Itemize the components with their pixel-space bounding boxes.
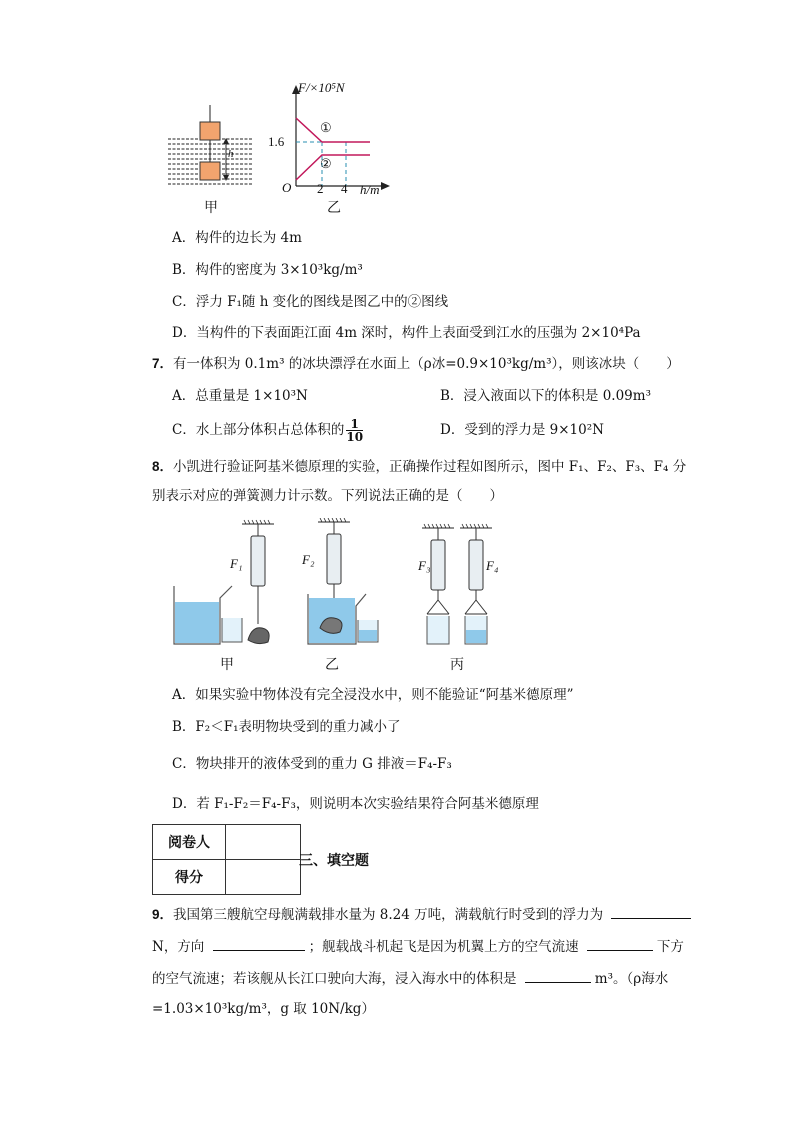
q9-line2-c: 下方 [656, 939, 684, 955]
figure-q6 [160, 80, 400, 220]
q8-stem-line1 [152, 458, 686, 476]
q6-option-b: B．构件的密度为 3×10³kg/m³ [172, 262, 363, 278]
q8-option-c: C．物块排开的液体受到的重力 G 排液＝F₄-F₃ [172, 756, 452, 772]
f4-label: F₄ [486, 558, 499, 573]
q9-line2-a: N，方向 [152, 939, 205, 955]
origin-label: O [282, 180, 292, 195]
q9-number: 9． [152, 907, 174, 922]
q6-option-c: C．浮力 F₁随 h 变化的图线是图乙中的②图线 [172, 294, 449, 310]
q7-option-c-text: C．水上部分体积占总体积的 [172, 422, 345, 438]
f1-label: F₁ [230, 556, 243, 571]
jia-caption: 甲 [204, 201, 218, 216]
x-tick-2-label: 2 [317, 181, 324, 196]
f3-label: F₃ [418, 558, 431, 573]
q9-line3 [152, 968, 668, 988]
q7-option-b: B．浸入液面以下的体积是 0.09m³ [440, 388, 651, 404]
q8-yi-caption: 乙 [325, 658, 339, 673]
q7-option-c [172, 414, 363, 446]
axis-y-label: F/×10⁵N [298, 80, 345, 95]
score-label: 得分 [153, 860, 226, 895]
yi-caption: 乙 [327, 201, 341, 216]
q7-option-a: A．总重量是 1×10³N [172, 388, 308, 404]
q9-line3-a: 的空气流速；若该舰从长江口驶向大海，浸入海水中的体积是 [152, 971, 517, 987]
q7-option-d: D．受到的浮力是 9×10²N [440, 422, 604, 438]
q8-stem-line2: 别表示对应的弹簧测力计示数。下列说法正确的是（ ） [152, 488, 503, 504]
q8-option-a: A．如果实验中物体没有完全浸没水中，则不能验证“阿基米德原理” [172, 687, 574, 703]
q9-blank-1[interactable] [611, 904, 691, 919]
score-field[interactable] [226, 860, 301, 895]
q8-number: 8． [152, 459, 174, 474]
figure-q8 [170, 518, 510, 673]
q7-stem [152, 355, 680, 373]
figure-q8-svg [170, 518, 510, 673]
q6-option-d: D．当构件的下表面距江面 4m 深时，构件上表面受到江水的压强为 2×10⁴Pa [172, 325, 641, 341]
q9-blank-3[interactable] [587, 936, 653, 951]
axis-x-label: h/m [360, 182, 380, 197]
section-title: 三、填空题 [299, 853, 369, 869]
q9-line1 [152, 904, 691, 924]
curve-1-label: ① [320, 120, 332, 135]
q8-jia-caption: 甲 [220, 658, 234, 673]
q8-option-d: D．若 F₁-F₂＝F₄-F₃，则说明本次实验结果符合阿基米德原理 [172, 796, 539, 812]
q8-option-b: B．F₂＜F₁表明物块受到的重力减小了 [172, 719, 401, 735]
q7-fraction-denominator: 10 [346, 430, 364, 444]
reviewer-label: 阅卷人 [153, 825, 226, 860]
q9-line4: =1.03×10³kg/m³，g 取 10N/kg） [152, 1001, 375, 1017]
x-tick-4-label: 4 [341, 181, 348, 196]
q7-fraction-numerator: 1 [350, 417, 359, 431]
figure-q6-svg [160, 80, 400, 220]
q7-stem-text: 有一体积为 0.1m³ 的冰块漂浮在水面上（ρ冰=0.9×10³kg/m³），则该冰块（ ） [173, 356, 680, 372]
q7-number: 7． [152, 356, 174, 371]
q9-blank-4[interactable] [525, 968, 591, 983]
y-tick-label: 1.6 [268, 134, 285, 149]
q9-line2 [152, 936, 684, 956]
q9-line2-b: ；舰载战斗机起飞是因为机翼上方的空气流速 [308, 939, 579, 955]
f2-label: F₂ [302, 552, 315, 567]
q7-fraction [346, 418, 363, 443]
q8-bing-caption: 丙 [450, 658, 464, 673]
h-label: h [228, 148, 234, 160]
reviewer-field[interactable] [226, 825, 301, 860]
curve-2-label: ② [320, 156, 332, 171]
q9-line1-text: 我国第三艘航空母舰满载排水量为 8.24 万吨，满载航行时受到的浮力为 [173, 907, 604, 923]
q9-blank-2[interactable] [213, 936, 305, 951]
q9-line3-b: m³。（ρ海水 [594, 971, 669, 987]
q6-option-a: A．构件的边长为 4m [172, 230, 302, 246]
q8-stem-text-1: 小凯进行验证阿基米德原理的实验，正确操作过程如图所示，图中 F₁、F₂、F₃、F₄ 分 [173, 459, 687, 475]
score-table [152, 824, 301, 895]
